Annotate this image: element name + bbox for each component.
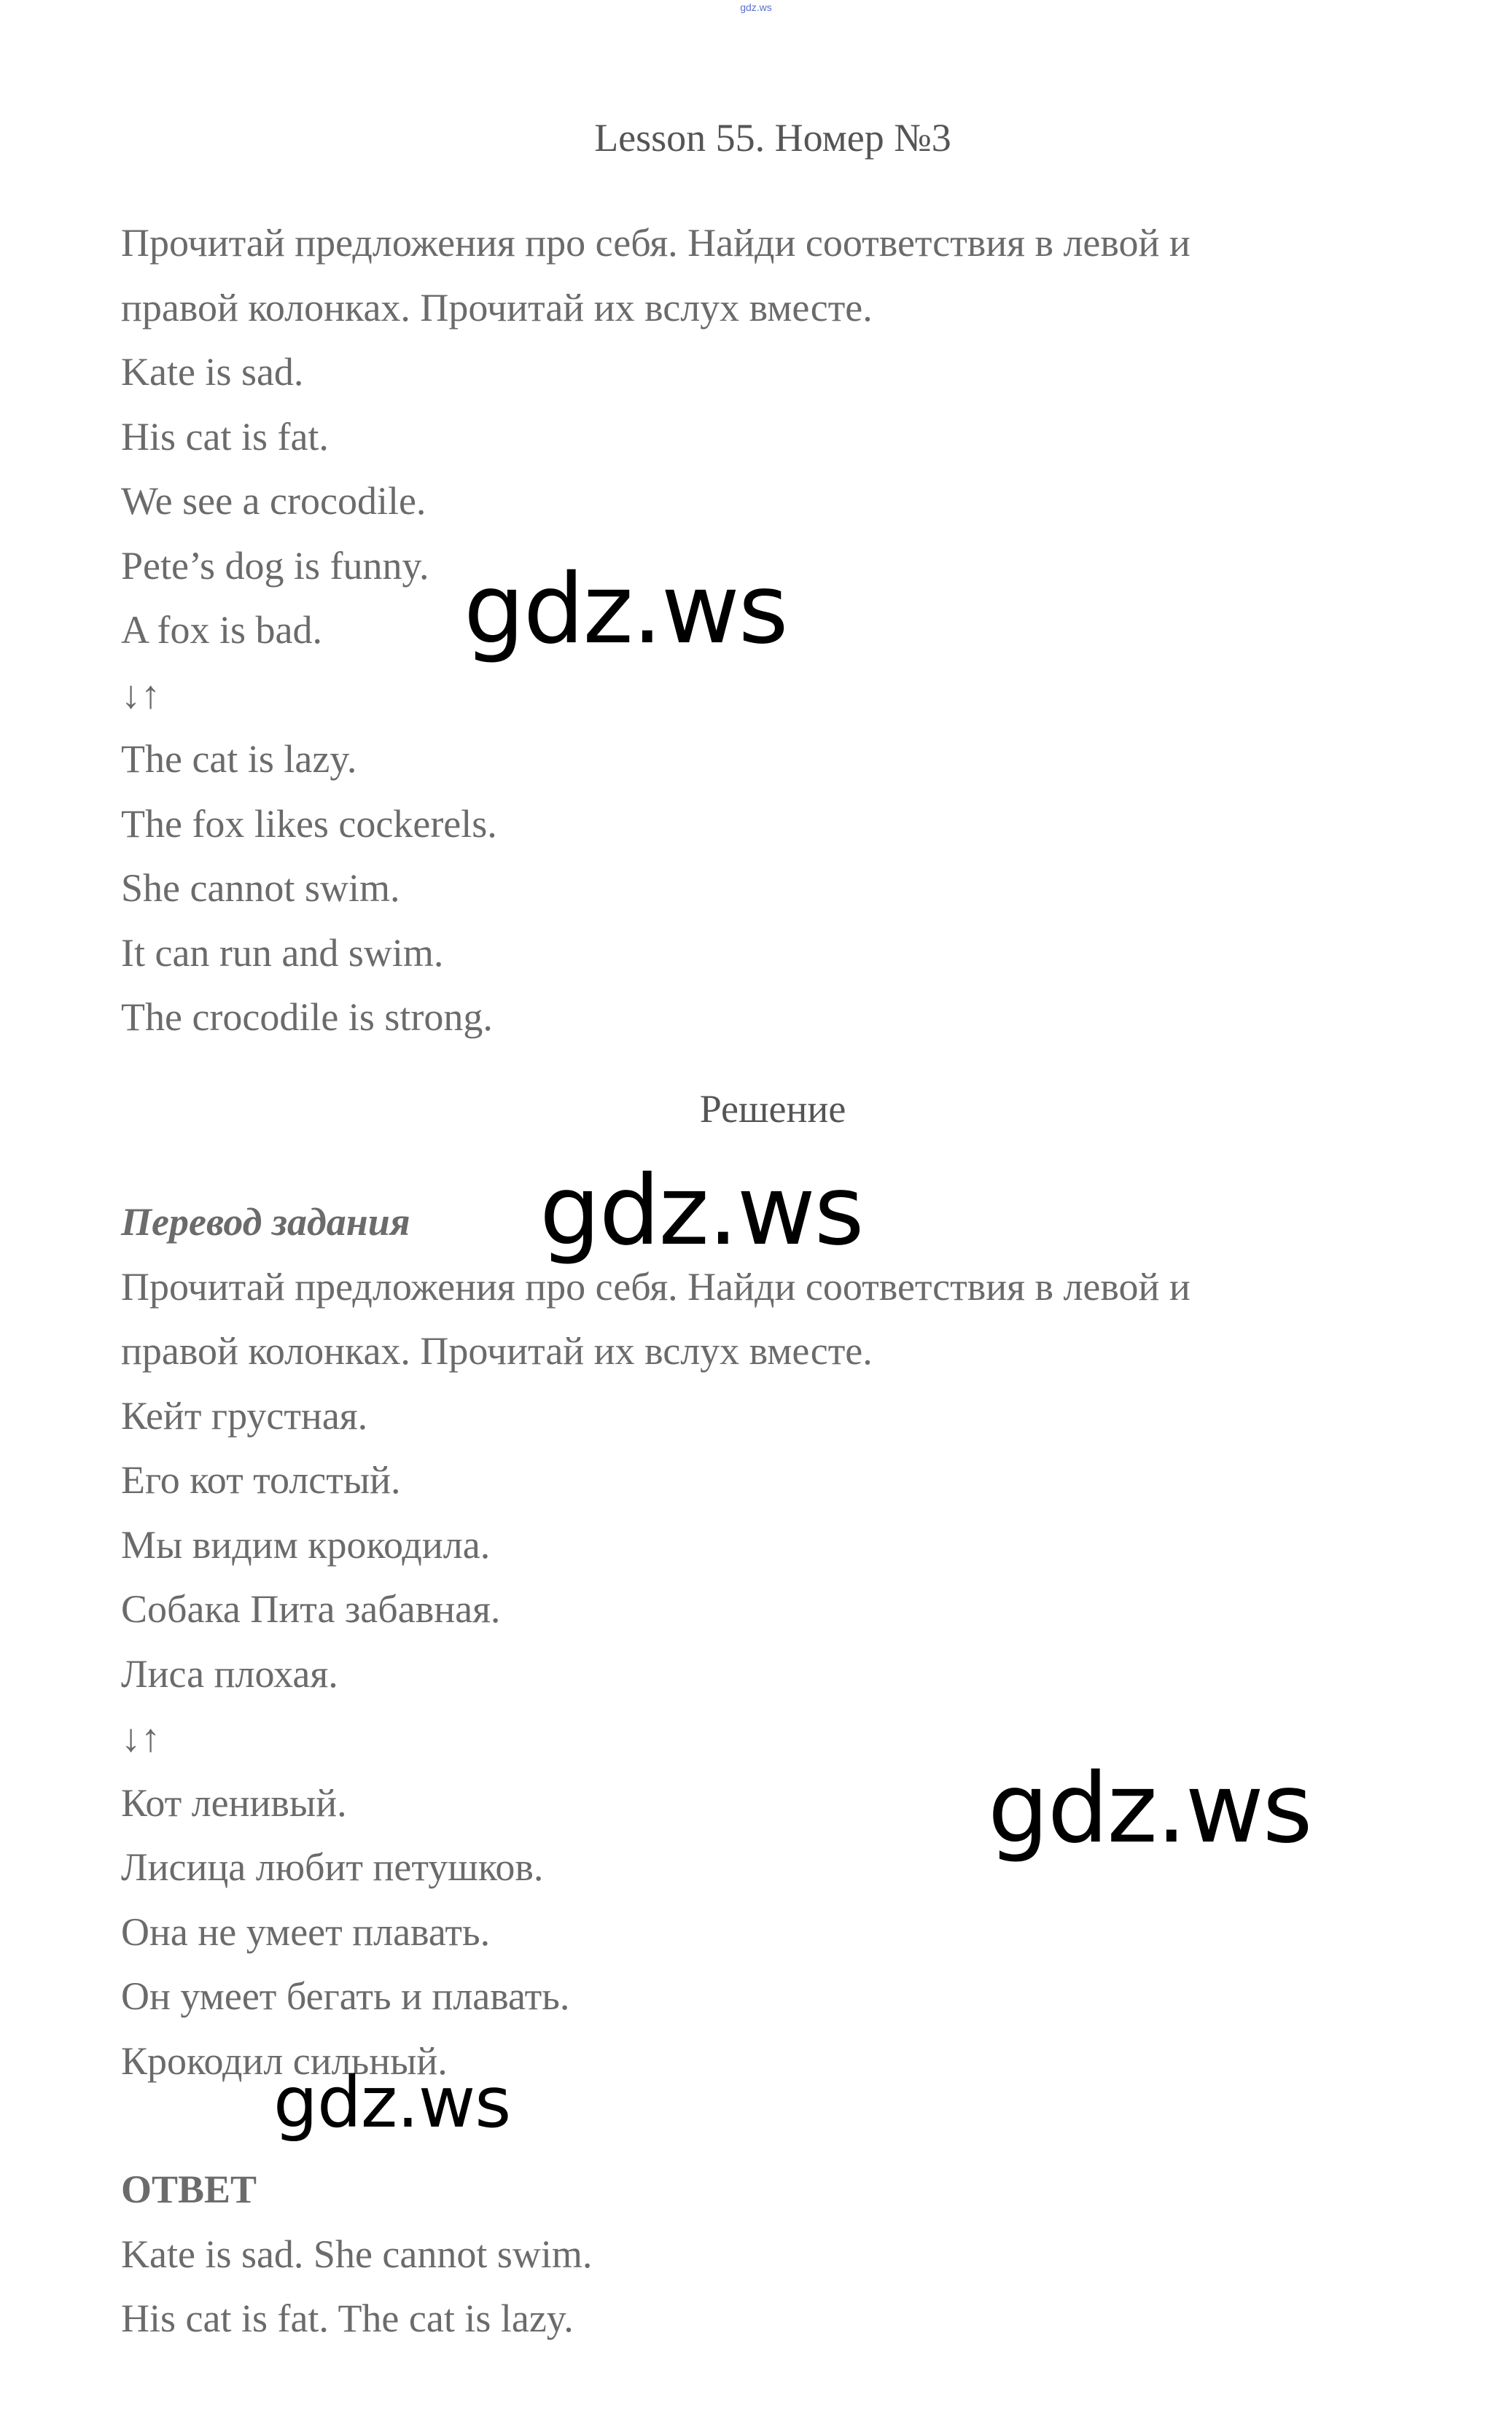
page-title: Lesson 55. Номер №3 — [594, 116, 951, 160]
task-line: The crocodile is strong. — [121, 995, 493, 1039]
task-line: правой колонках. Прочитай их вслух вместе. — [121, 285, 873, 330]
translation-line: Прочитай предложения про себя. Найди соответствия в левой и — [121, 1264, 1190, 1309]
task-line: The cat is lazy. — [121, 737, 357, 781]
translation-line: Она не умеет плавать. — [121, 1909, 491, 1954]
watermark-text: gdz.ws — [464, 553, 787, 666]
top-watermark: gdz.ws — [740, 1, 772, 13]
watermark-text: gdz.ws — [539, 1155, 863, 1267]
watermark-text: gdz.ws — [988, 1753, 1312, 1865]
translation-line: Лисица любит петушков. — [121, 1845, 544, 1889]
arrows-separator: ↓↑ — [121, 1716, 160, 1760]
translation-line: Мы видим крокодила. — [121, 1522, 491, 1567]
task-block — [121, 211, 1477, 1050]
task-line: A fox is bad. — [121, 608, 322, 652]
task-line: Прочитай предложения про себя. Найди соответствия в левой и — [121, 221, 1190, 265]
answer-line: Kate is sad. She cannot swim. — [121, 2232, 593, 2276]
task-line: It can run and swim. — [121, 930, 444, 975]
translation-line: Он умеет бегать и плавать. — [121, 1974, 570, 2018]
translation-line: Его кот толстый. — [121, 1458, 401, 1502]
task-line: We see a crocodile. — [121, 479, 426, 523]
translation-line: Крокодил сильный. — [121, 2038, 448, 2083]
translation-line: правой колонках. Прочитай их вслух вместе. — [121, 1329, 873, 1373]
translation-line: Кот ленивый. — [121, 1780, 347, 1825]
translation-line: Лиса плохая. — [121, 1651, 338, 1696]
solution-title: Решение — [699, 1087, 846, 1131]
translation-block — [121, 1190, 1477, 2093]
translation-heading: Перевод задания — [121, 1200, 410, 1244]
answer-line: His cat is fat. The cat is lazy. — [121, 2296, 574, 2340]
task-line: She cannot swim. — [121, 866, 400, 910]
watermark-text: gdz.ws — [273, 2062, 511, 2143]
translation-line: Собака Пита забавная. — [121, 1587, 501, 1631]
task-line: Kate is sad. — [121, 350, 304, 394]
translation-line: Кейт грустная. — [121, 1393, 368, 1438]
task-line: His cat is fat. — [121, 414, 329, 459]
task-line: The fox likes cockerels. — [121, 801, 497, 846]
arrows-separator: ↓↑ — [121, 672, 160, 717]
answer-block — [121, 2157, 1477, 2351]
answer-heading: ОТВЕТ — [121, 2167, 257, 2211]
task-line: Pete’s dog is funny. — [121, 543, 429, 588]
